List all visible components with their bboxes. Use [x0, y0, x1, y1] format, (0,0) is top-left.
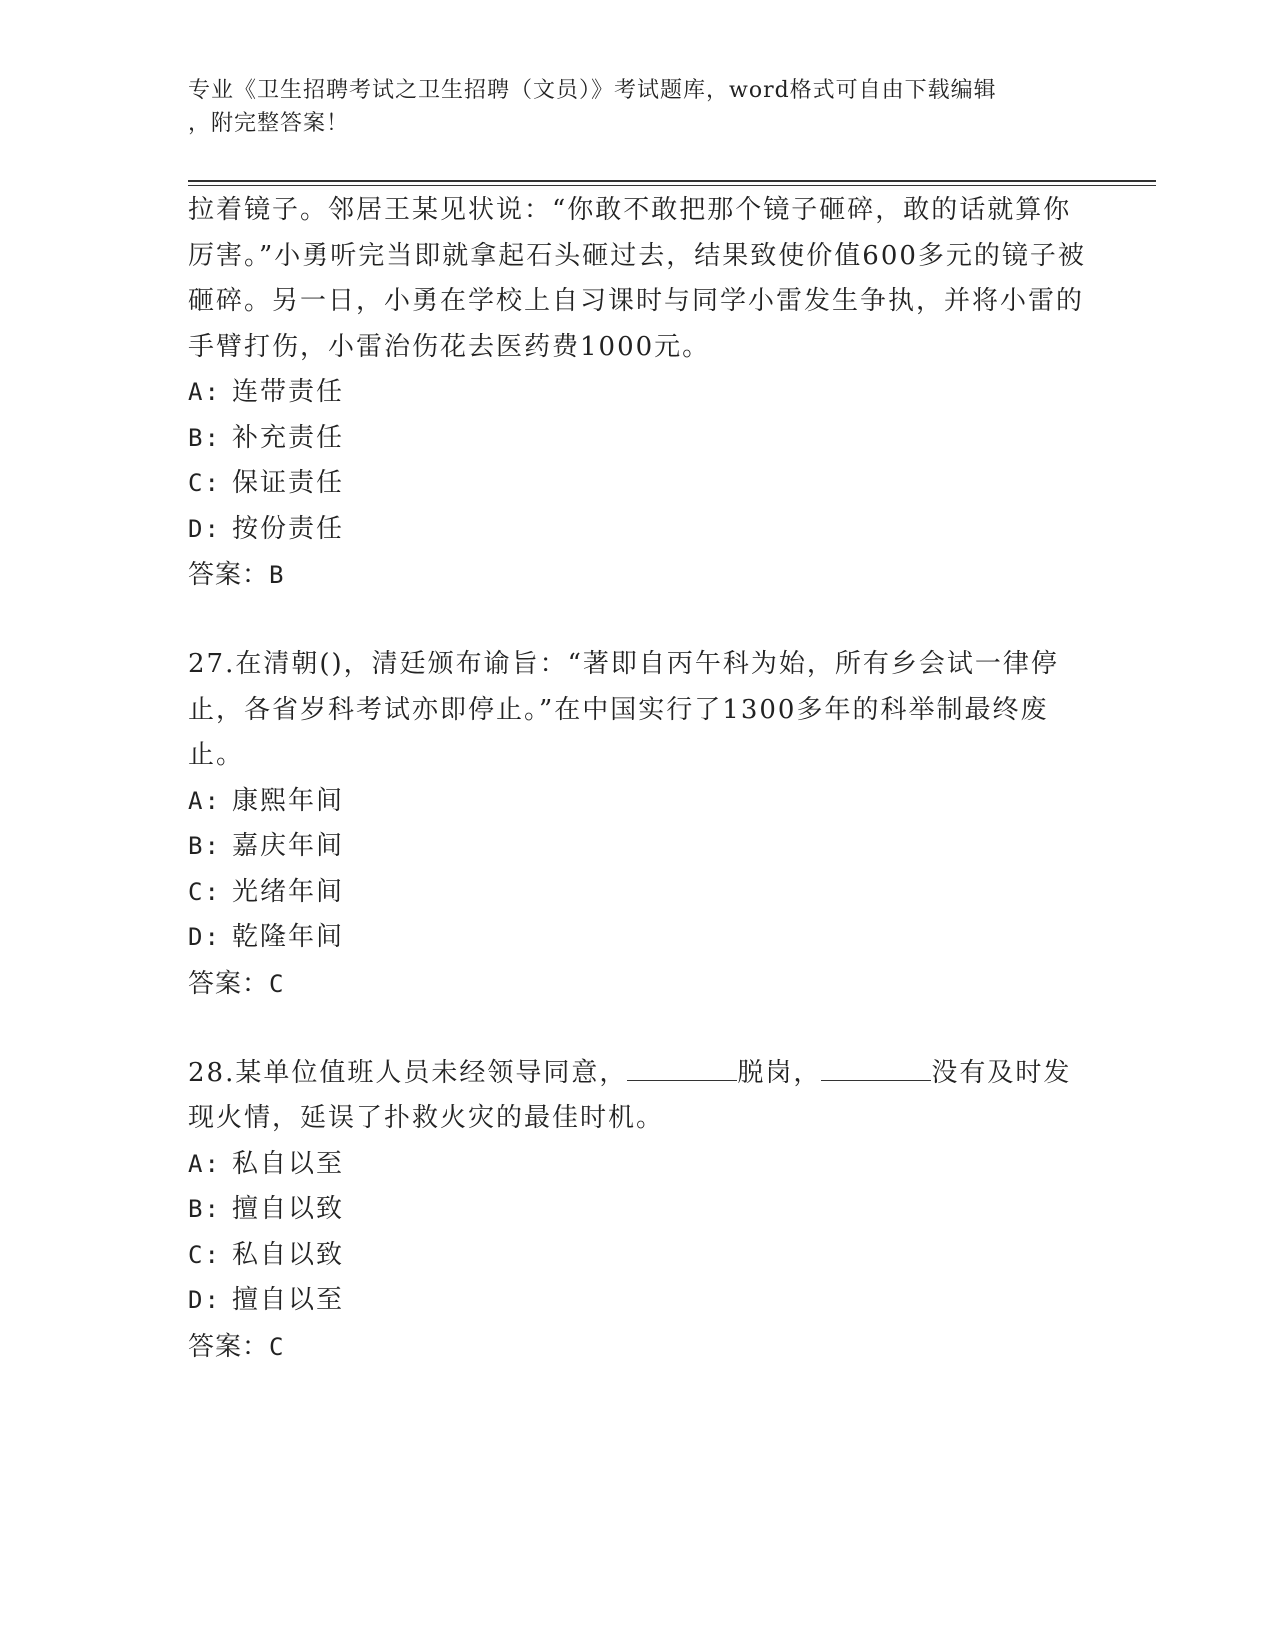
option-d — [188, 915, 1088, 961]
option-text: 连带责任 — [232, 377, 345, 407]
question-spacer — [188, 598, 1088, 642]
answer-label: 答案： — [188, 968, 270, 999]
question-stem: 拉着镜子。邻居王某见状说：“你敢不敢把那个镜子砸碎，敢的话就算你厉害。”小勇听完当即就拿起石头砸过去，结果致使价值600多元的镜子被砸碎。另一日，小勇在学校上自习课时与同学小雷发生争执，并将小雷的手臂打伤，小雷治伤花去医药费1000元。 — [188, 195, 1086, 362]
question-spacer — [188, 1007, 1088, 1051]
option-text: 嘉庆年间 — [232, 831, 345, 861]
option-key: D: — [188, 1286, 221, 1314]
option-text: 私自以至 — [232, 1148, 345, 1179]
fill-in-blank-1 — [627, 1054, 737, 1081]
option-text: 光绪年间 — [232, 876, 345, 907]
option-text: 乾隆年间 — [232, 922, 345, 952]
stem-part-3: 没有及时发现火情，延误了扑救火灾的最佳时机。 — [188, 1057, 1072, 1133]
option-key: C: — [188, 877, 221, 906]
option-a — [188, 779, 1088, 825]
option-text: 康熙年间 — [232, 785, 345, 816]
option-key: A: — [188, 378, 221, 406]
option-b — [188, 824, 1088, 870]
answer-line — [188, 552, 1088, 598]
option-key: A: — [188, 786, 221, 815]
option-key: C: — [188, 1240, 221, 1269]
stem-part-1: 28.某单位值班人员未经领导同意， — [188, 1057, 628, 1088]
option-a — [188, 1142, 1088, 1188]
answer-label: 答案： — [188, 1331, 270, 1362]
stem-part-2: 脱岗， — [737, 1057, 822, 1088]
option-key: B: — [188, 423, 221, 452]
answer-line — [188, 1324, 1088, 1370]
header-divider — [188, 180, 1156, 186]
fill-in-blank-2 — [821, 1054, 931, 1081]
option-text: 擅自以至 — [232, 1285, 345, 1315]
option-c — [188, 1233, 1088, 1279]
question-list — [188, 188, 1088, 1370]
question-26 — [188, 188, 1088, 598]
option-text: 补充责任 — [232, 422, 345, 453]
option-a — [188, 370, 1088, 416]
option-c — [188, 461, 1088, 507]
option-key: D: — [188, 514, 221, 543]
answer-value: B — [269, 561, 285, 589]
option-key: B: — [188, 832, 221, 860]
option-c — [188, 870, 1088, 916]
document-header — [188, 74, 1088, 140]
question-27 — [188, 642, 1088, 1007]
answer-line — [188, 961, 1088, 1007]
answer-value: C — [269, 969, 285, 998]
option-b — [188, 1187, 1088, 1233]
option-text: 私自以致 — [232, 1239, 345, 1270]
option-key: B: — [188, 1195, 221, 1223]
option-key: D: — [188, 923, 221, 951]
question-stem: 27.在清朝()，清廷颁布谕旨：“著即自丙午科为始，所有乡会试一律停止，各省岁科考试亦即停止。”在中国实行了1300多年的科举制最终废止。 — [188, 649, 1059, 770]
header-line-1: 专业《卫生招聘考试之卫生招聘（文员）》考试题库，word格式可自由下载编辑 — [188, 78, 997, 103]
option-d — [188, 507, 1088, 553]
option-d — [188, 1278, 1088, 1324]
question-stem — [188, 1051, 1088, 1142]
option-b — [188, 416, 1088, 462]
answer-value: C — [269, 1332, 285, 1361]
option-key: A: — [188, 1149, 221, 1178]
option-text: 保证责任 — [232, 468, 345, 498]
option-text: 擅自以致 — [232, 1194, 345, 1224]
answer-label: 答案： — [188, 560, 270, 590]
question-28 — [188, 1051, 1088, 1370]
header-line-2: ，附完整答案！ — [188, 111, 350, 136]
option-text: 按份责任 — [232, 513, 345, 544]
option-key: C: — [188, 469, 221, 497]
